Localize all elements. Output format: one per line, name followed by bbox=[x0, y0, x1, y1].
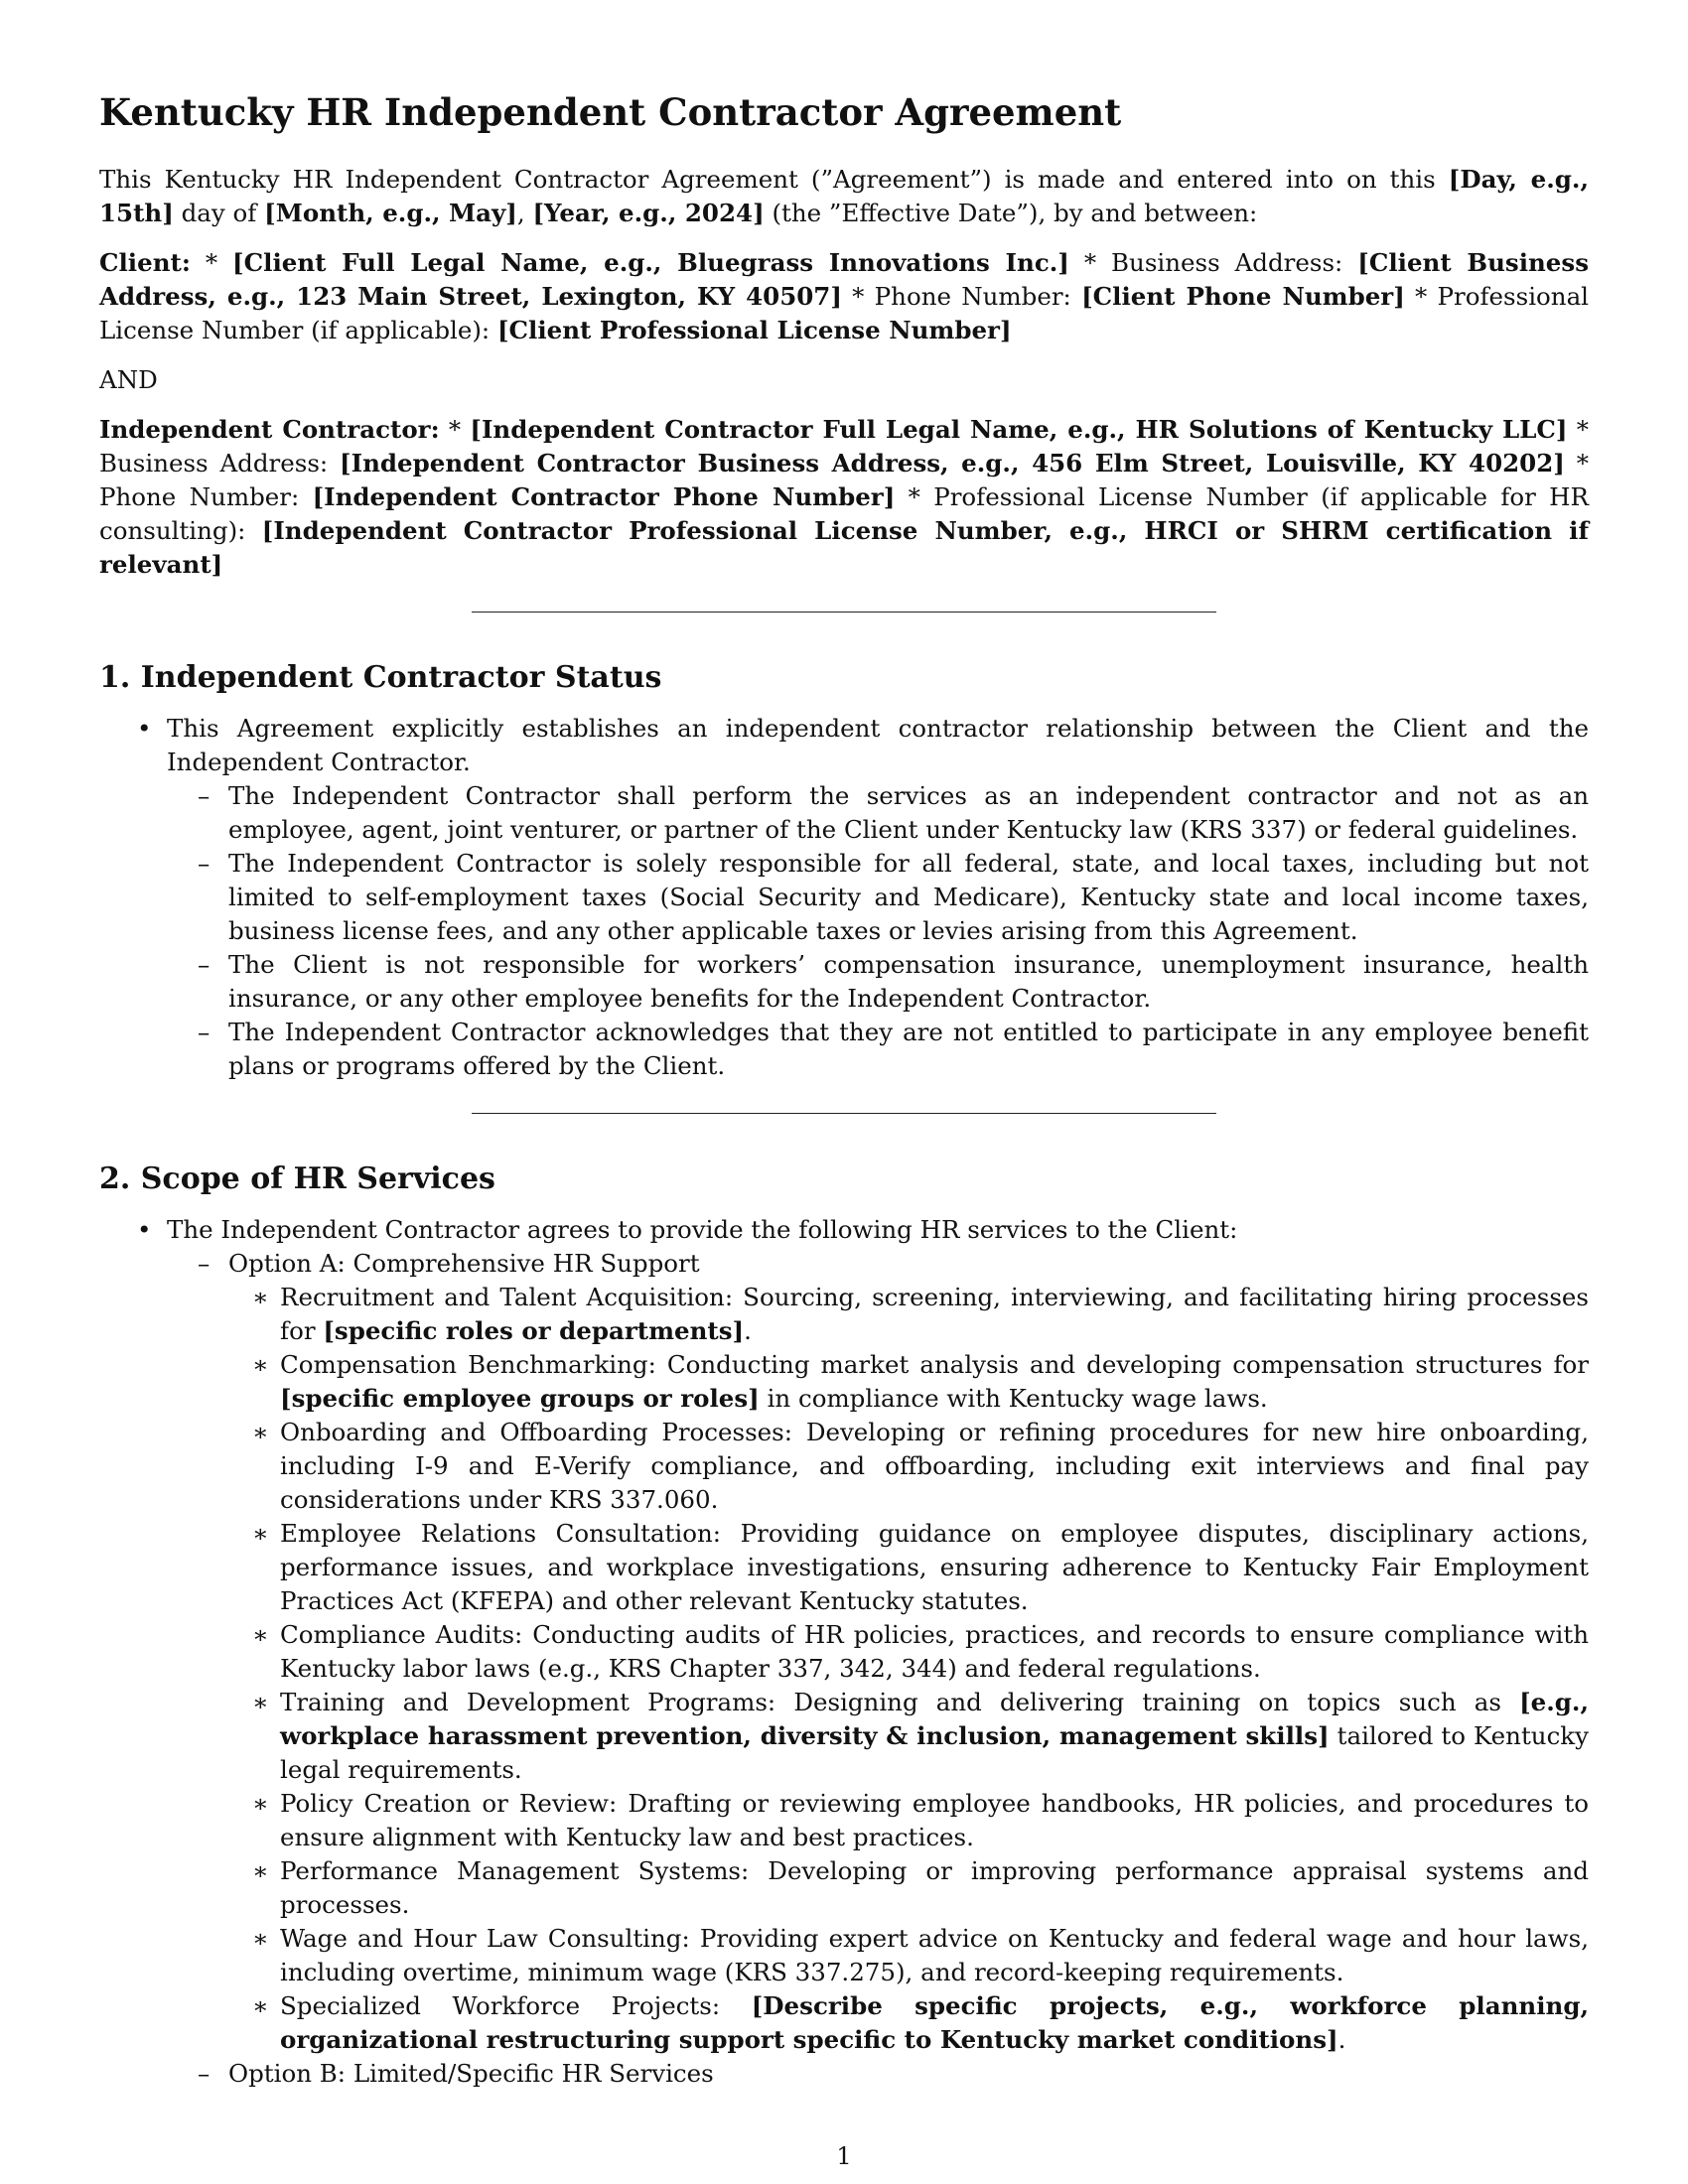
option-a-services bbox=[228, 1281, 1589, 2057]
horizontal-rule bbox=[472, 1113, 1216, 1114]
contractor-name-placeholder: [Independent Contractor Full Legal Name, e.g., HR Solutions of Kentucky LLC] bbox=[470, 415, 1568, 444]
list-item: ∗ Onboarding and Offboarding Processes: Developing or refining procedures for new hire onboarding, including I-9 and E-Verify compliance, and offboarding, including exit interviews and final pay considerations under KRS 337.060. bbox=[228, 1416, 1589, 1517]
list-item: – The Independent Contractor is solely responsible for all federal, state, and local taxes, including but not limited to self-employment taxes (Social Security and Medicare), Kentucky state and local income taxes, business license fees, and any other applicable taxes or levies arising from this Agreement. bbox=[167, 847, 1589, 948]
intro-paragraph: This Kentucky HR Independent Contractor Agreement (”Agreement”) is made and entered into on this [Day, e.g., 15th] day of [Month, e.g., May], [Year, e.g., 2024] (the ”Effective Date”), by and between: bbox=[99, 165, 1589, 227]
list-item: – The Client is not responsible for workers’ compensation insurance, unemployment insurance, health insurance, or any other employee benefits for the Independent Contractor. bbox=[167, 948, 1589, 1016]
page-number: 1 bbox=[836, 2142, 852, 2170]
training-topics-placeholder: [e.g., workplace harassment prevention, diversity & inclusion, management skills] bbox=[280, 1688, 1589, 1750]
list-item: ∗ Specialized Workforce Projects: [Describe specific projects, e.g., workforce planning, organizational restructuring support specific to Kentucky market conditions]. bbox=[228, 1989, 1589, 2057]
list-item: ∗ Employee Relations Consultation: Providing guidance on employee disputes, disciplinary actions, performance issues, and workplace investigations, ensuring adherence to Kentucky Fair Employment Practices Act (KFEPA) and other relevant Kentucky statutes. bbox=[228, 1517, 1589, 1618]
option-b: – Option B: Limited/Specific HR Services bbox=[167, 2057, 1589, 2091]
contractor-phone-placeholder: [Independent Contractor Phone Number] bbox=[312, 482, 896, 511]
client-name-placeholder: [Client Full Legal Name, e.g., Bluegrass Innovations Inc.] bbox=[232, 248, 1069, 277]
contractor-label: Independent Contractor: bbox=[99, 415, 440, 444]
option-a: – Option A: Comprehensive HR Support ∗ Recruitment and Talent Acquisition: Sourcing, screening, interviewing, and facilitating hiring processes for [specific roles or departments]. ∗ Compensation Benchmarking: Conducting market analysis and developing compensation structures for [specific employee groups or roles] in compliance with Kentucky wage laws. ∗ Onboarding and Offboarding Processes: Developing or refining procedures for new hire onboarding, including I-9 and E-Verify compliance, and offboarding, including exit interviews and final pay considerations under KRS 337.060. ∗ Employee Relations Consultation: Providing guidance on employee disputes, disciplinary actions, performance issues, and workplace investigations, ensuring adherence to Kentucky Fair Employment Practices Act (KFEPA) and other relevant Kentucky statutes. ∗ Compliance Audits: Conducting audits of HR policies, practices, and records to ensure compliance with Kentucky labor laws (e.g., KRS Chapter 337, 342, 344) and federal regulations. ∗ Training and Development Programs: Designing and delivering training on topics such as [e.g., workplace harassment prevention, diversity & inclusion, management skills] tailored to Kentucky legal requirements. ∗ Policy Creation or Review: Drafting or reviewing employee handbooks, HR policies, and procedures to ensure alignment with Kentucky law and best practices. ∗ Performance Management Systems: Developing or improving performance appraisal systems and processes. ∗ Wage and Hour Law Consulting: Providing expert advice on Kentucky and federal wage and hour laws, including overtime, minimum wage (KRS 337.275), and record-keeping requirements. ∗ Specialized Workforce Projects: [Describe specific projects, e.g., workforce planning, organizational restructuring support specific to Kentucky market conditions]. bbox=[167, 1247, 1589, 2057]
year-placeholder: [Year, e.g., 2024] bbox=[532, 199, 765, 227]
client-license-placeholder: [Client Professional License Number] bbox=[496, 316, 1012, 344]
client-label: Client: bbox=[99, 248, 191, 277]
list-item: ∗ Recruitment and Talent Acquisition: Sourcing, screening, interviewing, and facilitating hiring processes for [specific roles or departments]. bbox=[228, 1281, 1589, 1348]
employee-groups-placeholder: [specific employee groups or roles] bbox=[280, 1384, 760, 1413]
horizontal-rule bbox=[472, 612, 1216, 613]
client-phone-placeholder: [Client Phone Number] bbox=[1081, 282, 1405, 311]
projects-placeholder: [Describe specific projects, e.g., workforce planning, organizational restructuring support specific to Kentucky market conditions] bbox=[280, 1991, 1589, 2054]
section-2-heading: 2. Scope of HR Services bbox=[99, 1161, 495, 1196]
section-1-heading: 1. Independent Contractor Status bbox=[99, 660, 662, 695]
month-placeholder: [Month, e.g., May] bbox=[264, 199, 517, 227]
list-item: ∗ Compliance Audits: Conducting audits of HR policies, practices, and records to ensure compliance with Kentucky labor laws (e.g., KRS Chapter 337, 342, 344) and federal regulations. bbox=[228, 1618, 1589, 1686]
contractor-license-placeholder: [Independent Contractor Professional License Number, e.g., HRCI or SHRM certification if relevant] bbox=[99, 516, 1589, 579]
contractor-address-placeholder: [Independent Contractor Business Address, e.g., 456 Elm Street, Louisville, KY 40202] bbox=[340, 449, 1565, 478]
client-block: Client: * [Client Full Legal Name, e.g., Bluegrass Innovations Inc.] * Business Address: [Client Business Address, e.g., 123 Main Street, Lexington, KY 40507] * Phone Number: [Client Phone Number] * Professional License Number (if applicable): [Client Professional License Number] bbox=[99, 248, 1590, 344]
section-1-list bbox=[99, 712, 1589, 1083]
day-placeholder: [Day, e.g., 15th] bbox=[99, 165, 1589, 227]
and-separator: AND bbox=[99, 365, 158, 394]
list-item: ∗ Training and Development Programs: Designing and delivering training on topics such as [e.g., workplace harassment prevention, diversity & inclusion, management skills] tailored to Kentucky legal requirements. bbox=[228, 1686, 1589, 1787]
list-item: ∗ Compensation Benchmarking: Conducting market analysis and developing compensation structures for [specific employee groups or roles] in compliance with Kentucky wage laws. bbox=[228, 1348, 1589, 1416]
section-2-options bbox=[167, 1247, 1589, 2091]
contractor-block: Independent Contractor: * [Independent Contractor Full Legal Name, e.g., HR Solutions of Kentucky LLC] * Business Address: [Independent Contractor Business Address, e.g., 456 Elm Street, Louisville, KY 40202] * Phone Number: [Independent Contractor Phone Number] * Professional License Number (if applicable for HR consulting): [Independent Contractor Professional License Number, e.g., HRCI or SHRM certification if relevant] bbox=[99, 415, 1589, 579]
list-item: • This Agreement explicitly establishes an independent contractor relationship between the Client and the Independent Contractor. – The Independent Contractor shall perform the services as an independent contractor and not as an employee, agent, joint venturer, or partner of the Client under Kentucky law (KRS 337) or federal guidelines. – The Independent Contractor is solely responsible for all federal, state, and local taxes, including but not limited to self-employment taxes (Social Security and Medicare), Kentucky state and local income taxes, business license fees, and any other applicable taxes or levies arising from this Agreement. – The Client is not responsible for workers’ compensation insurance, unemployment insurance, health insurance, or any other employee benefits for the Independent Contractor. – The Independent Contractor acknowledges that they are not entitled to participate in any employee benefit plans or programs offered by the Client. bbox=[99, 712, 1589, 1083]
list-item: – The Independent Contractor shall perform the services as an independent contractor and not as an employee, agent, joint venturer, or partner of the Client under Kentucky law (KRS 337) or federal guidelines. bbox=[167, 779, 1589, 847]
client-address-placeholder: [Client Business Address, e.g., 123 Main Street, Lexington, KY 40507] bbox=[99, 248, 1589, 311]
list-item: ∗ Wage and Hour Law Consulting: Providing expert advice on Kentucky and federal wage and hour laws, including overtime, minimum wage (KRS 337.275), and record-keeping requirements. bbox=[228, 1922, 1589, 1989]
document-page bbox=[99, 79, 1589, 2091]
section-1-sublist bbox=[167, 779, 1589, 1083]
list-item: • The Independent Contractor agrees to provide the following HR services to the Client: – Option A: Comprehensive HR Support ∗ Recruitment and Talent Acquisition: Sourcing, screening, interviewing, and facilitating hiring processes for [specific roles or departments]. ∗ Compensation Benchmarking: Conducting market analysis and developing compensation structures for [specific employee groups or roles] in compliance with Kentucky wage laws. ∗ Onboarding and Offboarding Processes: Developing or refining procedures for new hire onboarding, including I-9 and E-Verify compliance, and offboarding, including exit interviews and final pay considerations under KRS 337.060. ∗ Employee Relations Consultation: Providing guidance on employee disputes, disciplinary actions, performance issues, and workplace investigations, ensuring adherence to Kentucky Fair Employment Practices Act (KFEPA) and other relevant Kentucky statutes. ∗ Compliance Audits: Conducting audits of HR policies, practices, and records to ensure compliance with Kentucky labor laws (e.g., KRS Chapter 337, 342, 344) and federal regulations. ∗ Training and Development Programs: Designing and delivering training on topics such as [e.g., workplace harassment prevention, diversity & inclusion, management skills] tailored to Kentucky legal requirements. ∗ Policy Creation or Review: Drafting or reviewing employee handbooks, HR policies, and procedures to ensure alignment with Kentucky law and best practices. ∗ Performance Management Systems: Developing or improving performance appraisal systems and processes. ∗ Wage and Hour Law Consulting: Providing expert advice on Kentucky and federal wage and hour laws, including overtime, minimum wage (KRS 337.275), and record-keeping requirements. ∗ Specialized Workforce Projects: [Describe specific projects, e.g., workforce planning, organizational restructuring support specific to Kentucky market conditions]. – Option B: Limited/Specific HR Services bbox=[99, 1213, 1589, 2091]
list-item: ∗ Performance Management Systems: Developing or improving performance appraisal systems and processes. bbox=[228, 1854, 1589, 1922]
list-item: – The Independent Contractor acknowledges that they are not entitled to participate in any employee benefit plans or programs offered by the Client. bbox=[167, 1016, 1589, 1083]
list-item: ∗ Policy Creation or Review: Drafting or reviewing employee handbooks, HR policies, and procedures to ensure alignment with Kentucky law and best practices. bbox=[228, 1787, 1589, 1854]
document-title: Kentucky HR Independent Contractor Agreement bbox=[99, 90, 1122, 134]
section-2-list bbox=[99, 1213, 1589, 2091]
roles-placeholder: [specific roles or departments] bbox=[323, 1316, 745, 1345]
